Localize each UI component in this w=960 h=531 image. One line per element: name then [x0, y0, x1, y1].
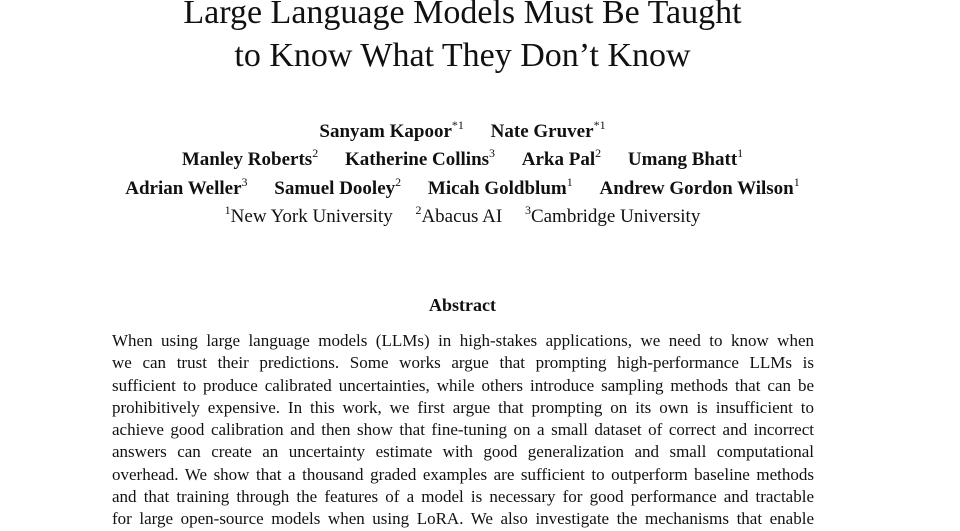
author [125, 175, 247, 203]
abstract-line: we can trust their predictions. Some works argue that prompting high-performance LLMs is [112, 353, 814, 373]
author-name: Samuel Dooley [274, 178, 396, 199]
author [274, 175, 401, 203]
abstract-line: and that training through the features of a model is necessary for good performance and tractable [112, 487, 814, 507]
author [599, 175, 799, 203]
abstract-heading: Abstract [429, 295, 496, 315]
abstract-line: achieve good calibration and then show that fine-tuning on a small dataset of correct and incorrect [112, 420, 814, 440]
author-name: Katherine Collins [344, 149, 490, 170]
abstract-line: prohibitively expensive. In this work, we first argue that prompting on its own is insufficient to [112, 397, 814, 417]
author [628, 146, 743, 174]
affiliation [225, 203, 393, 231]
author-name: Sanyam Kapoor [319, 121, 452, 142]
author-name: Umang Bhatt [627, 149, 738, 170]
author-affiliation-mark: 1 [566, 175, 573, 189]
affiliation-name: Cambridge University [530, 206, 701, 227]
abstract-line: answers can create an uncertainty estimate with good generalization and small computational [112, 442, 814, 462]
abstract-line: for large open-source models when using LoRA. We also investigate the mechanisms that enable [112, 509, 814, 529]
author-name: Adrian Weller [125, 178, 242, 199]
paper-title-line-2: to Know What They Don’t Know [234, 37, 691, 74]
abstract-line: sufficient to produce calibrated uncertainties, while others introduce sampling methods that can be [112, 375, 814, 395]
author-affiliation-mark: *1 [451, 118, 464, 132]
author-row-1 [0, 118, 925, 146]
author [428, 175, 573, 203]
author-affiliation-mark: 1 [793, 175, 800, 189]
abstract-line: overhead. We show that a thousand graded examples are sufficient to outperform baseline methods [112, 464, 814, 484]
author [522, 146, 601, 174]
author-name: Andrew Gordon Wilson [599, 178, 794, 199]
affiliation-mark: 3 [524, 203, 531, 217]
affiliation [415, 203, 502, 231]
author-row-3 [0, 175, 925, 203]
affiliations [0, 203, 925, 231]
author-affiliation-mark: 2 [595, 146, 602, 160]
author-affiliation-mark: 1 [737, 146, 744, 160]
author [345, 146, 495, 174]
author-affiliation-mark: 2 [312, 146, 319, 160]
affiliation-mark: 2 [415, 203, 422, 217]
author-name: Manley Roberts [181, 149, 313, 170]
affiliation-mark: 1 [224, 203, 231, 217]
author-affiliation-mark: 3 [489, 146, 496, 160]
abstract-line: When using large language models (LLMs) in high-stakes applications, we need to know when [112, 331, 814, 350]
author-row-2 [0, 146, 925, 174]
abstract-body [112, 330, 814, 531]
author-affiliation-mark: 3 [241, 175, 248, 189]
affiliation-name: Abacus AI [421, 206, 503, 227]
affiliation-name: New York University [230, 206, 393, 227]
affiliation [525, 203, 700, 231]
author-name: Micah Goldblum [427, 178, 567, 199]
author-affiliation-mark: 2 [395, 175, 402, 189]
author-name: Nate Gruver [490, 121, 594, 142]
author-affiliation-mark: *1 [593, 118, 606, 132]
author [491, 118, 606, 146]
author [319, 118, 464, 146]
author [182, 146, 318, 174]
author-name: Arka Pal [521, 149, 596, 170]
paper-title-line-1: Large Language Models Must Be Taught [183, 0, 742, 31]
